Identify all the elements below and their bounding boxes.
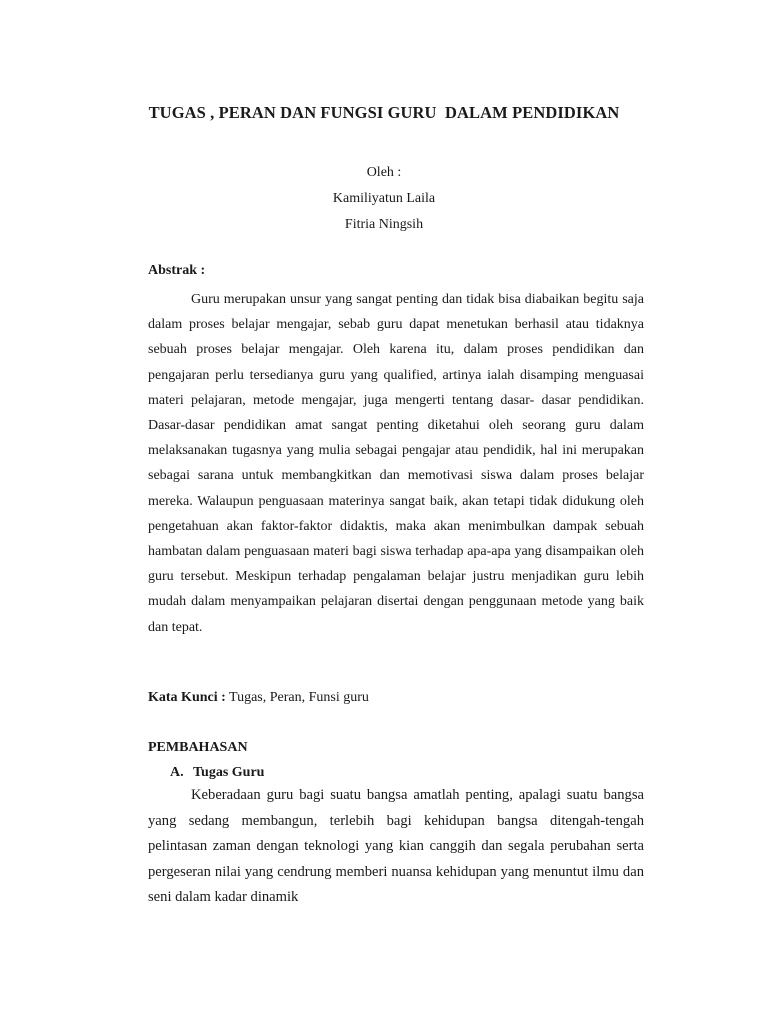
abstract-text: Guru merupakan unsur yang sangat penting dan tidak bisa diabaikan begitu saja dalam proses belajar mengajar, sebab guru dapat menetukan berhasil atau tidaknya sebuah proses belajar mengajar. Oleh karena itu, dalam proses pendidikan dan pengajaran perlu tersedianya guru yang qualified, artinya ialah disamping menguasai materi pelajaran, metode mengajar, juga mengerti tentang dasar- dasar pendidikan. Dasar-dasar pendidikan amat sangat penting diketahui oleh seorang guru dalam melaksanakan tugasnya yang mulia sebagai pengajar atau pendidik, hal ini merupakan sebagai sarana untuk membangkitkan dan memotivasi siswa dalam proses belajar mereka. Walaupun penguasaan materinya sangat baik, akan tetapi tidak didukung oleh pengetahuan akan faktor-faktor didaktis, maka akan menimbulkan dampak sebuah hambatan dalam penguasaan materi bagi siswa terhadap apa-apa yang disampaikan oleh guru tersebut. Meskipun terhadap pengalaman belajar justru menjadikan guru lebih mudah dalam menyampaikan pelajaran disertai dengan penggunaan metode yang baik dan tepat. xyxy=(148,292,644,635)
keywords-value: Tugas, Peran, Funsi guru xyxy=(225,690,369,705)
keywords-label: Kata Kunci : xyxy=(148,690,226,705)
author-name: Fitria Ningsih xyxy=(344,217,424,232)
body-paragraph: Keberadaan guru bagi suatu bangsa amatlah penting, apalagi suatu bangsa yang sedang membangun, terlebih bagi kehidupan bangsa ditengah-tengah pelintasan zaman dengan teknologi yang kian canggih dan segala perubahan serta pergeseran nilai yang cendrung memberi nuansa kehidupan yang menuntut ilmu dan seni dalam kadar dinamik xyxy=(148,787,644,905)
abstract-label: Abstrak : xyxy=(148,263,206,278)
subsection-title: Tugas Guru xyxy=(193,765,265,780)
document-title: TUGAS , PERAN DAN FUNGSI GURU DALAM PENDIDIKAN xyxy=(148,103,620,122)
subsection-heading xyxy=(170,765,264,781)
author-name: Kamiliyatun Laila xyxy=(332,191,436,206)
subsection-number: A. xyxy=(170,765,184,780)
keywords-line xyxy=(148,690,369,706)
author-block xyxy=(0,160,768,238)
section-heading: PEMBAHASAN xyxy=(148,740,248,755)
by-label: Oleh : xyxy=(366,165,402,180)
